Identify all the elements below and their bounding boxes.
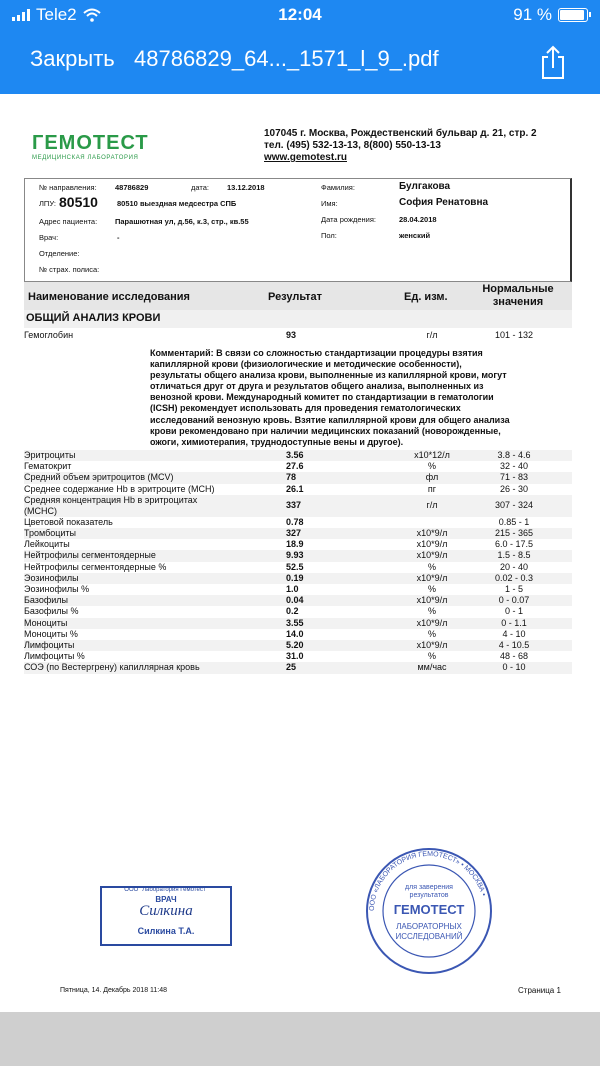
cell-unit: x10*9/л <box>416 595 448 606</box>
cell-unit: x10*9/л <box>416 572 448 583</box>
cell-norm: 20 - 40 <box>499 561 529 572</box>
cell-name: Эозинофилы <box>24 572 79 583</box>
table-row <box>24 472 572 483</box>
patient-surname: Булгакова <box>399 181 451 192</box>
table-row <box>24 562 572 573</box>
cell-unit: % <box>427 606 436 617</box>
cell-result: 0.78 <box>286 516 304 527</box>
cell-norm: 26 - 30 <box>499 483 529 494</box>
cell-result: 14.0 <box>286 628 304 639</box>
comment-line: отличаться друг от друга и результатов общего анализа, выполненных из <box>150 381 484 392</box>
comment-line: венозной крови. Международный комитет по стандартизации в гематологии <box>150 392 494 403</box>
cell-result: 31.0 <box>286 651 304 662</box>
cell-name: Гематокрит <box>24 461 72 472</box>
cell-name: Средний объем эритроцитов (MCV) <box>24 472 174 483</box>
cell-unit: % <box>427 561 436 572</box>
close-button[interactable]: Закрыть <box>30 46 115 71</box>
cell-norm: 0 - 1.1 <box>501 617 527 628</box>
cell-result: 0.2 <box>286 606 299 617</box>
lab-address: 107045 г. Москва, Рождественский бульвар д. 21, стр. 2 тел. (495) 532-13-13, 8(800) 550-13-13 www.gemotest.ru <box>264 128 537 163</box>
direction-date: 13.12.2018 <box>227 183 265 192</box>
cell-norm: 215 - 365 <box>494 528 534 538</box>
cell-name: СОЭ (по Вестергрену) капиллярная кровь <box>24 662 200 673</box>
cell-name: Лимфоциты <box>24 640 75 650</box>
document-title: 48786829_64..._1571_l_9_.pdf <box>134 46 439 71</box>
cell-unit: мм/час <box>417 662 447 673</box>
lab-stamp: ООО «ЛАБОРАТОРИЯ ГЕМОТЕСТ» • МОСКВА • для заверения результатов ГЕМОТЕСТ ЛАБОРАТОРНЫХ ИССЛЕДОВАНИЙ <box>364 846 494 976</box>
page-number: Страница 1 <box>518 986 561 995</box>
cell-norm: 0 - 1 <box>504 606 523 617</box>
cell-name: Тромбоциты <box>24 528 77 538</box>
comment-line: ожоги, химиотерапия, труднодоступные вены и другое). <box>150 436 404 447</box>
lpu-code: 80510 <box>59 194 98 210</box>
pdf-page[interactable] <box>0 94 600 1012</box>
share-icon[interactable] <box>537 44 569 80</box>
carrier-name: Tele2 <box>36 5 77 24</box>
direction-number: 48786829 <box>115 183 149 192</box>
cell-name: Моноциты % <box>24 628 78 639</box>
table-row <box>24 584 572 595</box>
cell-norm: 3.8 - 4.6 <box>497 450 531 460</box>
comment-block <box>150 348 566 448</box>
comment-line: (ICSH) рекомендует использовать для проведения гематологических <box>150 403 461 414</box>
table-row <box>24 595 572 606</box>
cell-norm: 0.85 - 1 <box>498 516 530 527</box>
cell-name: Базофилы <box>24 595 68 606</box>
website-link[interactable]: www.gemotest.ru <box>264 152 347 163</box>
cell-result: 337 <box>286 499 302 510</box>
cell-norm: 1 - 5 <box>504 584 523 594</box>
cell-unit: % <box>427 584 436 594</box>
table-row: Гемоглобин 93 г/л 101 - 132 <box>24 330 534 340</box>
doctor-signature: Силкина <box>139 903 193 919</box>
table-row <box>24 651 572 662</box>
cell-result: 3.56 <box>286 450 304 460</box>
clock: 12:04 <box>278 5 322 24</box>
cell-result: 9.93 <box>286 550 304 561</box>
cell-result: 78 <box>286 472 297 483</box>
cell-result: 18.9 <box>286 539 304 550</box>
cell-unit: г/л <box>426 499 438 510</box>
table-row <box>24 539 572 550</box>
cell-name: Базофилы % <box>24 606 79 617</box>
battery-percent: 91 % <box>513 5 552 24</box>
cell-unit: % <box>427 628 436 639</box>
cell-name: Нейтрофилы сегментоядерные % <box>24 561 167 572</box>
cell-result: 52.5 <box>286 561 304 572</box>
cell-result: 0.04 <box>286 595 304 606</box>
table-row <box>24 618 572 629</box>
table-row <box>24 640 572 651</box>
patient-name: София Ренатовна <box>399 197 489 208</box>
comment-line: Комментарий: В связи со сложностью стандартизации процедуры взятия <box>150 348 483 358</box>
cell-norm: 4 - 10 <box>502 628 526 639</box>
cell-name: Эритроциты <box>24 450 76 460</box>
cell-name: Лейкоциты <box>24 539 70 550</box>
cell-unit: пг <box>427 483 437 494</box>
cell-unit: фл <box>425 472 439 483</box>
cell-norm: 307 - 324 <box>494 499 534 510</box>
cell-unit: x10*9/л <box>416 617 448 628</box>
patient-dob: 28.04.2018 <box>399 215 437 224</box>
table-row <box>24 461 572 472</box>
section-title: ОБЩИЙ АНАЛИЗ КРОВИ <box>24 310 572 328</box>
patient-info-box: № направления: 48786829 дата: 13.12.2018 ЛПУ: 80510 80510 выездная медсестра СПБ Адрес пациента: Парашютная ул, д.56, к.3, стр., кв.55 Врач: - Отделение: № страх. полиса: Фамилия: Булгакова Имя: София Ренатовна Дата рождения: 28.04.2018 Пол: женский <box>24 178 572 282</box>
table-row <box>24 495 572 517</box>
battery <box>513 5 588 25</box>
cell-unit: x10*9/л <box>416 528 448 538</box>
table-row <box>24 662 572 673</box>
table-row <box>24 606 572 617</box>
cell-result: 5.20 <box>286 640 304 650</box>
cell-norm: 1.5 - 8.5 <box>497 550 531 561</box>
cell-name: Лимфоциты % <box>24 651 85 662</box>
table-row <box>24 484 572 495</box>
cell-name-cont: (MCHC) <box>24 505 57 516</box>
patient-sex: женский <box>399 231 431 240</box>
cell-unit: x10*9/л <box>416 640 448 650</box>
cell-name: Эозинофилы % <box>24 584 90 594</box>
lab-logo: ГЕМОТЕСТ МЕДИЦИНСКАЯ ЛАБОРАТОРИЯ <box>32 132 149 161</box>
cell-norm: 0 - 0.07 <box>498 595 530 606</box>
cell-name: Среднее содержание Hb в эритроците (MCH) <box>24 483 215 494</box>
cell-name: Средняя концентрация Hb в эритроцитах <box>24 494 198 505</box>
cell-result: 1.0 <box>286 584 299 594</box>
table-row <box>24 550 572 561</box>
cell-name: Цветовой показатель <box>24 516 113 527</box>
lpu-name: 80510 выездная медсестра СПБ <box>117 199 237 208</box>
cell-result: 25 <box>286 662 297 673</box>
cell-norm: 0.02 - 0.3 <box>494 572 534 583</box>
cell-name: Нейтрофилы сегментоядерные <box>24 550 156 561</box>
table-row <box>24 528 572 539</box>
table-row <box>24 573 572 584</box>
cell-result: 0.19 <box>286 572 304 583</box>
cell-norm: 4 - 10.5 <box>498 640 530 650</box>
cell-norm: 71 - 83 <box>499 472 529 483</box>
table-row <box>24 517 572 528</box>
svg-text:ООО «ЛАБОРАТОРИЯ ГЕМОТЕСТ» • М: ООО «ЛАБОРАТОРИЯ ГЕМОТЕСТ» • МОСКВА • <box>368 850 487 912</box>
app-header <box>0 0 600 94</box>
doctor-stamp: ООО "Лаборатория Гемотест" ВРАЧ Силкина Силкина Т.А. <box>100 886 232 946</box>
cell-unit: x10*9/л <box>416 550 448 561</box>
cell-norm: 32 - 40 <box>499 461 529 472</box>
comment-line: крови рекомендовано при наличии медицинских показаний (новорожденные, <box>150 425 501 436</box>
status-bar <box>0 0 600 32</box>
cell-result: 327 <box>286 528 302 538</box>
results-table-header: Наименование исследования Результат Ед. изм. Нормальные значения <box>24 282 572 310</box>
table-row <box>24 629 572 640</box>
cell-norm: 48 - 68 <box>499 651 529 662</box>
cell-result: 3.55 <box>286 617 304 628</box>
cell-unit: x10*9/л <box>416 539 448 550</box>
cell-unit: x10*12/л <box>414 450 450 460</box>
cell-result: 26.1 <box>286 483 304 494</box>
comment-line: капиллярной крови (физиологические и методические особенности), <box>150 359 462 370</box>
nav-bar <box>0 44 600 80</box>
cell-unit: % <box>427 461 436 472</box>
cell-unit: % <box>427 651 436 662</box>
cell-norm: 0 - 10 <box>502 662 526 673</box>
patient-address: Парашютная ул, д.56, к.3, стр., кв.55 <box>115 217 249 226</box>
cell-name: Моноциты <box>24 617 68 628</box>
table-row <box>24 450 572 461</box>
comment-line: исследований венозную кровь. Взятие капиллярной крови для общего анализа <box>150 414 510 425</box>
footer-date: Пятница, 14. Декабрь 2018 11:48 <box>60 987 168 994</box>
comment-line: результаты общего анализа крови, выполненные из капиллярной крови, могут <box>150 370 507 381</box>
battery-icon <box>558 8 588 22</box>
cell-norm: 6.0 - 17.5 <box>494 539 534 550</box>
cell-result: 27.6 <box>286 461 304 472</box>
